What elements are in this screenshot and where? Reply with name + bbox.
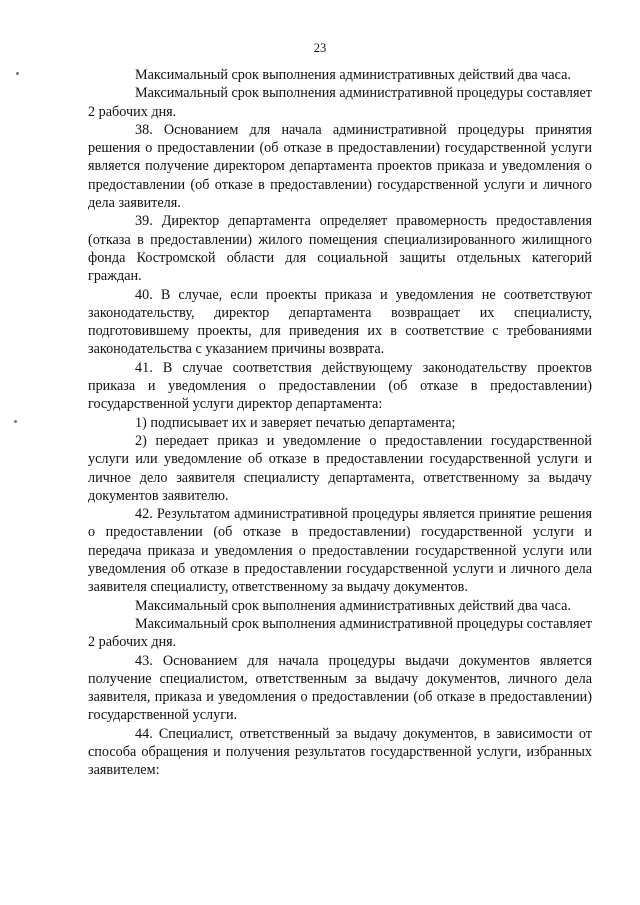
- scan-speck: [14, 420, 17, 423]
- list-item: 2) передает приказ и уведомление о предоставлении государственной услуги или уведомление об отказе в предоставлении государственной услуги и личное дело заявителя специалисту департамента, ответственному за выдачу документов заявителю.: [88, 432, 592, 504]
- paragraph: 43. Основанием для начала процедуры выдачи документов является получение специалистом, ответственным за выдачу документов, личного дела заявителя, приказа и уведомления о предоставлении (об отказе в предоставлении) государственной услуги.: [88, 652, 592, 724]
- paragraph: Максимальный срок выполнения административных действий два часа.: [135, 67, 571, 83]
- paragraph: 40. В случае, если проекты приказа и уведомления не соответствуют законодательству, директор департамента возвращает их специалисту, подготовившему проекты, для приведения их в соответствие с требованиями законодательства с указанием причины возврата.: [88, 286, 592, 358]
- paragraph: 41. В случае соответствия действующему законодательству проектов приказа и уведомления о предоставлении (об отказе в предоставлении) государственной услуги директор департамента:: [88, 359, 592, 413]
- list-item: 1) подписывает их и заверяет печатью департамента;: [135, 414, 456, 431]
- scan-speck: [16, 72, 19, 75]
- paragraph: 42. Результатом административной процедуры является принятие решения о предоставлении (об отказе в предоставлении) государственной услуги и передача приказа и уведомления о предоставлении государственной услуги или уведомления об отказе в предоставлении государственной услуги и личного дела заявителя специалисту, ответственному за выдачу документов.: [88, 506, 592, 596]
- paragraph: 44. Специалист, ответственный за выдачу документов, в зависимости от способа обращения и получения результатов государственной услуги, избранных заявителем:: [88, 725, 592, 779]
- document-body: [88, 66, 592, 780]
- paragraph: 38. Основанием для начала административной процедуры принятия решения о предоставлении (об отказе в предоставлении) государственной услуги является получение директором департамента проектов приказа и уведомления о предоставлении (об отказе в предоставлении) государственной услуги и личного дела заявителя.: [88, 121, 592, 212]
- paragraph: Максимальный срок выполнения административной процедуры составляет 2 рабочих дня.: [88, 615, 592, 651]
- paragraph: Максимальный срок выполнения административных действий два часа.: [135, 597, 571, 614]
- paragraph: 39. Директор департамента определяет правомерность предоставления (отказа в предоставлении) жилого помещения специализированного жилищного фонда Костромской области для социальной защиты отдельных категорий граждан.: [88, 213, 592, 285]
- page-number: 23: [313, 41, 327, 55]
- paragraph: Максимальный срок выполнения административной процедуры составляет 2 рабочих дня.: [88, 85, 592, 120]
